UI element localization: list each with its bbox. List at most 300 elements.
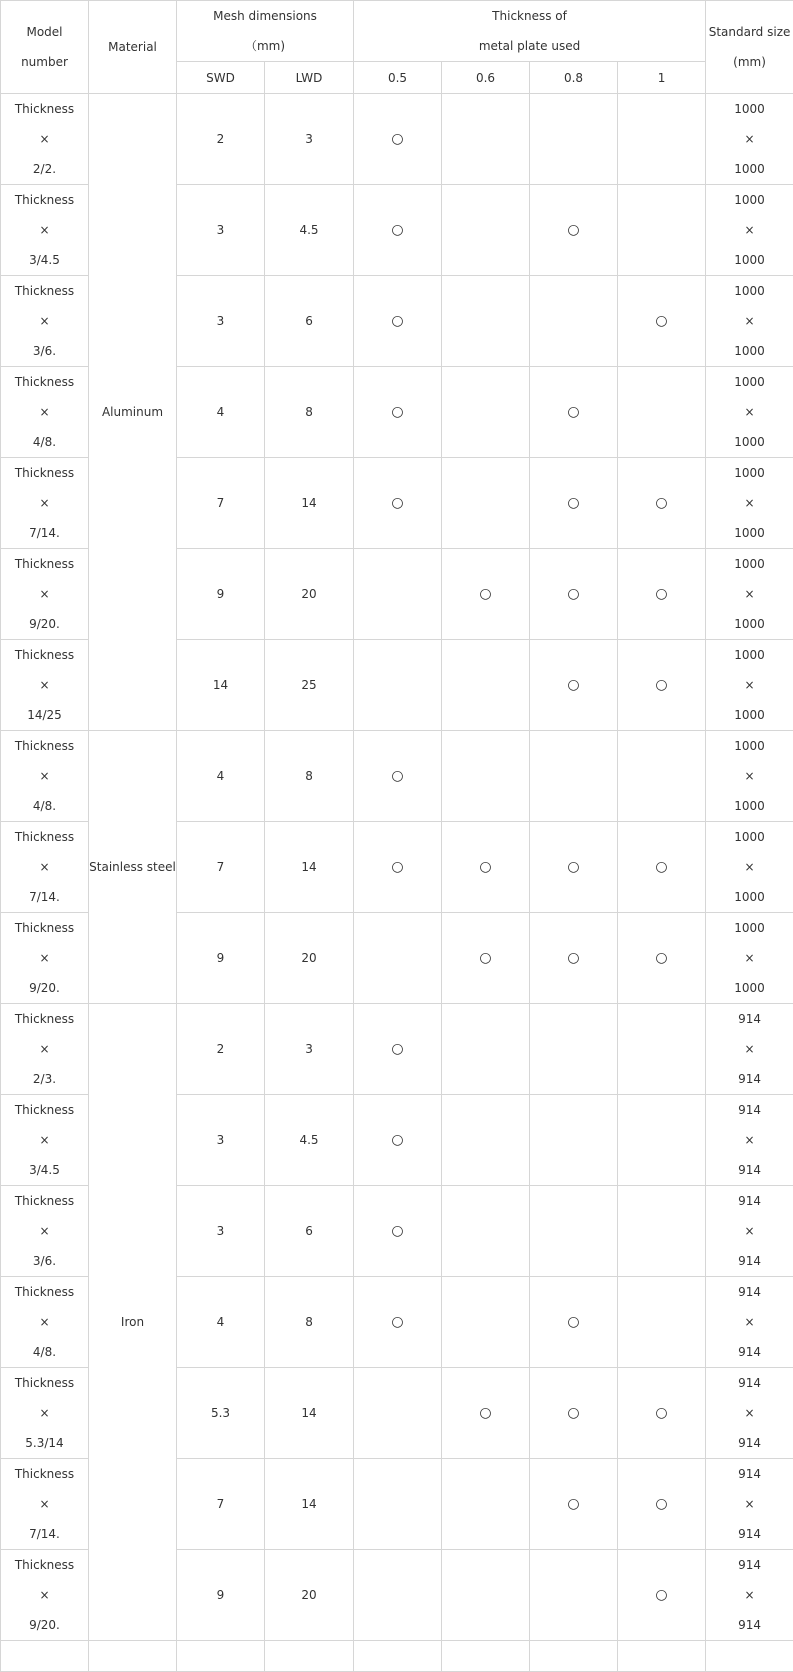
- table-header: [1, 1, 793, 94]
- model-number-line: ×: [1, 1216, 88, 1246]
- standard-size-line: 1000: [706, 973, 793, 1003]
- available-circle-icon: ○: [567, 1314, 579, 1330]
- model-number-line: 9/20.: [1, 973, 88, 1003]
- empty-cell: [89, 1641, 177, 1672]
- available-circle-icon: ○: [655, 1405, 667, 1421]
- model-number-cell: [1, 913, 89, 1004]
- header-material: Material: [89, 1, 177, 94]
- model-number-cell: [1, 94, 89, 185]
- thickness-cell: [442, 276, 530, 367]
- model-number-cell: [1, 185, 89, 276]
- standard-size-line: 1000: [706, 276, 793, 306]
- thickness-cell: [442, 913, 530, 1004]
- available-circle-icon: ○: [655, 677, 667, 693]
- model-number-line: 2/3.: [1, 1064, 88, 1094]
- standard-size-cell: [706, 822, 793, 913]
- standard-size-line: 1000: [706, 882, 793, 912]
- available-circle-icon: ○: [391, 1132, 403, 1148]
- standard-size-cell: [706, 1186, 793, 1277]
- table-body: [1, 94, 793, 1672]
- model-number-line: Thickness: [1, 640, 88, 670]
- model-number-cell: [1, 549, 89, 640]
- model-number-cell: [1, 1550, 89, 1641]
- lwd-cell: 14: [265, 1368, 354, 1459]
- thickness-cell: [618, 549, 706, 640]
- thickness-cell: [354, 1186, 442, 1277]
- thickness-cell: [354, 1368, 442, 1459]
- lwd-cell: 20: [265, 913, 354, 1004]
- lwd-cell: 3: [265, 94, 354, 185]
- standard-size-line: 1000: [706, 791, 793, 821]
- thickness-cell: [618, 1550, 706, 1641]
- available-circle-icon: ○: [391, 404, 403, 420]
- model-number-line: Thickness: [1, 94, 88, 124]
- model-number-line: 7/14.: [1, 518, 88, 548]
- thickness-cell: [442, 185, 530, 276]
- model-number-line: 3/6.: [1, 1246, 88, 1276]
- available-circle-icon: ○: [391, 495, 403, 511]
- thickness-cell: [354, 1004, 442, 1095]
- standard-size-line: ×: [706, 761, 793, 791]
- thickness-cell: [530, 1368, 618, 1459]
- standard-size-line: 914: [706, 1155, 793, 1185]
- thickness-cell: [354, 458, 442, 549]
- standard-size-cell: [706, 913, 793, 1004]
- available-circle-icon: ○: [567, 677, 579, 693]
- thickness-cell: [618, 640, 706, 731]
- thickness-cell: [618, 822, 706, 913]
- table-row: [1, 731, 793, 822]
- header-model-line-2: number: [1, 47, 88, 77]
- swd-cell: 7: [177, 458, 265, 549]
- model-number-line: 7/14.: [1, 1519, 88, 1549]
- standard-size-line: 1000: [706, 336, 793, 366]
- standard-size-line: 1000: [706, 245, 793, 275]
- thickness-cell: [530, 1095, 618, 1186]
- available-circle-icon: ○: [479, 950, 491, 966]
- model-number-line: Thickness: [1, 913, 88, 943]
- model-number-line: 3/4.5: [1, 245, 88, 275]
- thickness-cell: [354, 549, 442, 640]
- header-size-line-1: Standard size: [706, 17, 793, 47]
- thickness-cell: [354, 367, 442, 458]
- swd-cell: 7: [177, 1459, 265, 1550]
- thickness-cell: [442, 367, 530, 458]
- header-thickness-line-1: Thickness of: [354, 1, 705, 31]
- standard-size-line: 914: [706, 1337, 793, 1367]
- lwd-cell: 14: [265, 822, 354, 913]
- standard-size-line: 914: [706, 1428, 793, 1458]
- lwd-cell: 4.5: [265, 185, 354, 276]
- model-number-line: ×: [1, 306, 88, 336]
- model-number-line: ×: [1, 488, 88, 518]
- available-circle-icon: ○: [479, 1405, 491, 1421]
- standard-size-line: ×: [706, 670, 793, 700]
- lwd-cell: 6: [265, 1186, 354, 1277]
- standard-size-line: 914: [706, 1064, 793, 1094]
- standard-size-line: ×: [706, 215, 793, 245]
- model-number-cell: [1, 1277, 89, 1368]
- thickness-cell: [354, 731, 442, 822]
- thickness-cell: [530, 276, 618, 367]
- model-number-line: Thickness: [1, 1550, 88, 1580]
- standard-size-cell: [706, 640, 793, 731]
- standard-size-cell: [706, 549, 793, 640]
- model-number-line: Thickness: [1, 1459, 88, 1489]
- header-plate-thickness: [354, 1, 706, 62]
- available-circle-icon: ○: [479, 859, 491, 875]
- standard-size-line: ×: [706, 579, 793, 609]
- swd-cell: 3: [177, 1186, 265, 1277]
- standard-size-line: 914: [706, 1186, 793, 1216]
- header-thickness-line-2: metal plate used: [354, 31, 705, 61]
- standard-size-line: 914: [706, 1368, 793, 1398]
- table-row: [1, 1004, 793, 1095]
- thickness-cell: [618, 1368, 706, 1459]
- model-number-line: ×: [1, 579, 88, 609]
- standard-size-line: ×: [706, 124, 793, 154]
- standard-size-cell: [706, 458, 793, 549]
- standard-size-line: 914: [706, 1459, 793, 1489]
- header-thickness-0-6: 0.6: [442, 62, 530, 94]
- model-number-line: 5.3/14: [1, 1428, 88, 1458]
- available-circle-icon: ○: [655, 313, 667, 329]
- standard-size-line: 914: [706, 1277, 793, 1307]
- standard-size-line: 914: [706, 1550, 793, 1580]
- thickness-cell: [618, 94, 706, 185]
- thickness-cell: [618, 731, 706, 822]
- thickness-cell: [354, 913, 442, 1004]
- standard-size-line: 914: [706, 1095, 793, 1125]
- standard-size-cell: [706, 185, 793, 276]
- thickness-cell: [442, 1459, 530, 1550]
- standard-size-line: ×: [706, 852, 793, 882]
- thickness-cell: [530, 94, 618, 185]
- thickness-cell: [530, 458, 618, 549]
- model-number-line: ×: [1, 670, 88, 700]
- available-circle-icon: ○: [567, 1496, 579, 1512]
- model-number-line: ×: [1, 1307, 88, 1337]
- swd-cell: 3: [177, 185, 265, 276]
- model-number-cell: [1, 1186, 89, 1277]
- available-circle-icon: ○: [391, 768, 403, 784]
- standard-size-line: 1000: [706, 94, 793, 124]
- model-number-line: Thickness: [1, 731, 88, 761]
- thickness-cell: [618, 1186, 706, 1277]
- standard-size-cell: [706, 94, 793, 185]
- thickness-cell: [530, 640, 618, 731]
- available-circle-icon: ○: [655, 586, 667, 602]
- header-mesh-line-1: Mesh dimensions: [177, 1, 353, 31]
- thickness-cell: [442, 1186, 530, 1277]
- lwd-cell: 8: [265, 1277, 354, 1368]
- standard-size-line: 1000: [706, 731, 793, 761]
- header-mesh-line-2: （mm): [177, 31, 353, 61]
- header-mesh-dimensions: [177, 1, 354, 62]
- model-number-line: ×: [1, 852, 88, 882]
- model-number-line: 3/4.5: [1, 1155, 88, 1185]
- empty-cell: [1, 1641, 89, 1672]
- thickness-cell: [442, 822, 530, 913]
- thickness-cell: [442, 1277, 530, 1368]
- lwd-cell: 8: [265, 367, 354, 458]
- thickness-cell: [618, 1277, 706, 1368]
- model-number-line: Thickness: [1, 1368, 88, 1398]
- model-number-line: ×: [1, 1489, 88, 1519]
- header-model-line-1: Model: [1, 17, 88, 47]
- standard-size-line: 1000: [706, 640, 793, 670]
- model-number-cell: [1, 1368, 89, 1459]
- model-number-line: 4/8.: [1, 427, 88, 457]
- empty-cell: [177, 1641, 265, 1672]
- material-cell: Stainless steel: [89, 731, 177, 1004]
- swd-cell: 4: [177, 1277, 265, 1368]
- thickness-cell: [530, 1004, 618, 1095]
- model-number-line: 9/20.: [1, 1610, 88, 1640]
- available-circle-icon: ○: [655, 859, 667, 875]
- standard-size-line: 1000: [706, 185, 793, 215]
- thickness-cell: [530, 913, 618, 1004]
- thickness-cell: [354, 185, 442, 276]
- table-row: [1, 94, 793, 185]
- model-number-line: 7/14.: [1, 882, 88, 912]
- thickness-cell: [618, 458, 706, 549]
- thickness-cell: [618, 367, 706, 458]
- thickness-cell: [618, 1095, 706, 1186]
- thickness-cell: [354, 822, 442, 913]
- header-lwd: LWD: [265, 62, 354, 94]
- standard-size-line: 914: [706, 1610, 793, 1640]
- lwd-cell: 14: [265, 1459, 354, 1550]
- standard-size-line: 1000: [706, 154, 793, 184]
- standard-size-line: 1000: [706, 458, 793, 488]
- lwd-cell: 14: [265, 458, 354, 549]
- thickness-cell: [530, 1186, 618, 1277]
- empty-cell: [618, 1641, 706, 1672]
- model-number-cell: [1, 1459, 89, 1550]
- standard-size-line: 1000: [706, 822, 793, 852]
- model-number-line: Thickness: [1, 549, 88, 579]
- model-number-line: ×: [1, 943, 88, 973]
- thickness-cell: [354, 276, 442, 367]
- standard-size-cell: [706, 1550, 793, 1641]
- lwd-cell: 20: [265, 549, 354, 640]
- header-thickness-0-5: 0.5: [354, 62, 442, 94]
- standard-size-line: 1000: [706, 700, 793, 730]
- standard-size-line: 914: [706, 1519, 793, 1549]
- swd-cell: 3: [177, 276, 265, 367]
- model-number-line: 14/25: [1, 700, 88, 730]
- swd-cell: 4: [177, 731, 265, 822]
- swd-cell: 9: [177, 549, 265, 640]
- header-swd: SWD: [177, 62, 265, 94]
- lwd-cell: 8: [265, 731, 354, 822]
- header-model-number: [1, 1, 89, 94]
- thickness-cell: [442, 731, 530, 822]
- material-cell: Iron: [89, 1004, 177, 1641]
- thickness-cell: [442, 549, 530, 640]
- model-number-line: 4/8.: [1, 791, 88, 821]
- thickness-cell: [442, 458, 530, 549]
- available-circle-icon: ○: [567, 222, 579, 238]
- model-number-line: ×: [1, 761, 88, 791]
- model-number-cell: [1, 367, 89, 458]
- lwd-cell: 3: [265, 1004, 354, 1095]
- thickness-cell: [442, 1004, 530, 1095]
- model-number-cell: [1, 458, 89, 549]
- swd-cell: 5.3: [177, 1368, 265, 1459]
- standard-size-line: 1000: [706, 367, 793, 397]
- available-circle-icon: ○: [391, 222, 403, 238]
- model-number-line: Thickness: [1, 1277, 88, 1307]
- available-circle-icon: ○: [391, 1041, 403, 1057]
- standard-size-cell: [706, 1095, 793, 1186]
- model-number-line: Thickness: [1, 1186, 88, 1216]
- model-number-line: Thickness: [1, 822, 88, 852]
- thickness-cell: [530, 1459, 618, 1550]
- swd-cell: 2: [177, 94, 265, 185]
- standard-size-line: ×: [706, 1125, 793, 1155]
- material-cell: Aluminum: [89, 94, 177, 731]
- standard-size-line: ×: [706, 488, 793, 518]
- available-circle-icon: ○: [567, 495, 579, 511]
- thickness-cell: [618, 185, 706, 276]
- swd-cell: 9: [177, 913, 265, 1004]
- thickness-cell: [618, 1004, 706, 1095]
- model-number-line: ×: [1, 1398, 88, 1428]
- header-size-line-2: (mm): [706, 47, 793, 77]
- empty-cell: [530, 1641, 618, 1672]
- standard-size-line: 1000: [706, 549, 793, 579]
- model-number-line: Thickness: [1, 1004, 88, 1034]
- standard-size-cell: [706, 367, 793, 458]
- available-circle-icon: ○: [655, 1496, 667, 1512]
- standard-size-cell: [706, 731, 793, 822]
- thickness-cell: [618, 913, 706, 1004]
- available-circle-icon: ○: [567, 950, 579, 966]
- swd-cell: 4: [177, 367, 265, 458]
- model-number-line: 3/6.: [1, 336, 88, 366]
- empty-row: [1, 1641, 793, 1672]
- available-circle-icon: ○: [391, 1314, 403, 1330]
- thickness-cell: [354, 1550, 442, 1641]
- standard-size-line: 914: [706, 1004, 793, 1034]
- model-number-line: ×: [1, 1580, 88, 1610]
- thickness-cell: [354, 640, 442, 731]
- empty-cell: [706, 1641, 793, 1672]
- thickness-cell: [618, 1459, 706, 1550]
- standard-size-line: 1000: [706, 518, 793, 548]
- model-number-line: 2/2.: [1, 154, 88, 184]
- lwd-cell: 25: [265, 640, 354, 731]
- available-circle-icon: ○: [655, 950, 667, 966]
- standard-size-line: ×: [706, 306, 793, 336]
- lwd-cell: 6: [265, 276, 354, 367]
- standard-size-line: ×: [706, 1489, 793, 1519]
- thickness-cell: [442, 640, 530, 731]
- standard-size-cell: [706, 1004, 793, 1095]
- standard-size-line: 914: [706, 1246, 793, 1276]
- thickness-cell: [442, 1550, 530, 1641]
- header-thickness-1: 1: [618, 62, 706, 94]
- model-number-line: ×: [1, 397, 88, 427]
- model-number-line: ×: [1, 1125, 88, 1155]
- model-number-cell: [1, 640, 89, 731]
- model-number-line: 9/20.: [1, 609, 88, 639]
- model-number-cell: [1, 822, 89, 913]
- header-standard-size: [706, 1, 793, 94]
- thickness-cell: [618, 276, 706, 367]
- thickness-cell: [530, 1550, 618, 1641]
- swd-cell: 2: [177, 1004, 265, 1095]
- model-number-line: Thickness: [1, 458, 88, 488]
- thickness-cell: [442, 1095, 530, 1186]
- standard-size-line: ×: [706, 1034, 793, 1064]
- model-number-cell: [1, 276, 89, 367]
- swd-cell: 3: [177, 1095, 265, 1186]
- standard-size-line: ×: [706, 397, 793, 427]
- standard-size-line: ×: [706, 1307, 793, 1337]
- model-number-cell: [1, 1095, 89, 1186]
- thickness-cell: [530, 731, 618, 822]
- thickness-cell: [530, 822, 618, 913]
- model-number-line: ×: [1, 124, 88, 154]
- model-number-line: Thickness: [1, 367, 88, 397]
- model-number-line: ×: [1, 1034, 88, 1064]
- standard-size-cell: [706, 1459, 793, 1550]
- standard-size-line: ×: [706, 1580, 793, 1610]
- model-number-cell: [1, 1004, 89, 1095]
- model-number-line: ×: [1, 215, 88, 245]
- model-number-line: Thickness: [1, 185, 88, 215]
- available-circle-icon: ○: [567, 859, 579, 875]
- empty-cell: [265, 1641, 354, 1672]
- thickness-cell: [530, 367, 618, 458]
- available-circle-icon: ○: [391, 1223, 403, 1239]
- header-thickness-0-8: 0.8: [530, 62, 618, 94]
- thickness-cell: [530, 1277, 618, 1368]
- model-number-line: Thickness: [1, 276, 88, 306]
- standard-size-line: ×: [706, 1216, 793, 1246]
- available-circle-icon: ○: [655, 1587, 667, 1603]
- standard-size-cell: [706, 276, 793, 367]
- model-number-line: Thickness: [1, 1095, 88, 1125]
- standard-size-line: 1000: [706, 609, 793, 639]
- empty-cell: [442, 1641, 530, 1672]
- available-circle-icon: ○: [567, 404, 579, 420]
- lwd-cell: 4.5: [265, 1095, 354, 1186]
- standard-size-line: ×: [706, 943, 793, 973]
- thickness-cell: [442, 94, 530, 185]
- swd-cell: 9: [177, 1550, 265, 1641]
- empty-cell: [354, 1641, 442, 1672]
- thickness-cell: [354, 1459, 442, 1550]
- available-circle-icon: ○: [567, 1405, 579, 1421]
- model-number-cell: [1, 731, 89, 822]
- thickness-cell: [530, 185, 618, 276]
- standard-size-cell: [706, 1368, 793, 1459]
- thickness-cell: [442, 1368, 530, 1459]
- thickness-cell: [354, 1095, 442, 1186]
- standard-size-line: 1000: [706, 913, 793, 943]
- thickness-cell: [354, 94, 442, 185]
- swd-cell: 7: [177, 822, 265, 913]
- lwd-cell: 20: [265, 1550, 354, 1641]
- available-circle-icon: ○: [479, 586, 491, 602]
- thickness-cell: [354, 1277, 442, 1368]
- available-circle-icon: ○: [391, 131, 403, 147]
- standard-size-line: 1000: [706, 427, 793, 457]
